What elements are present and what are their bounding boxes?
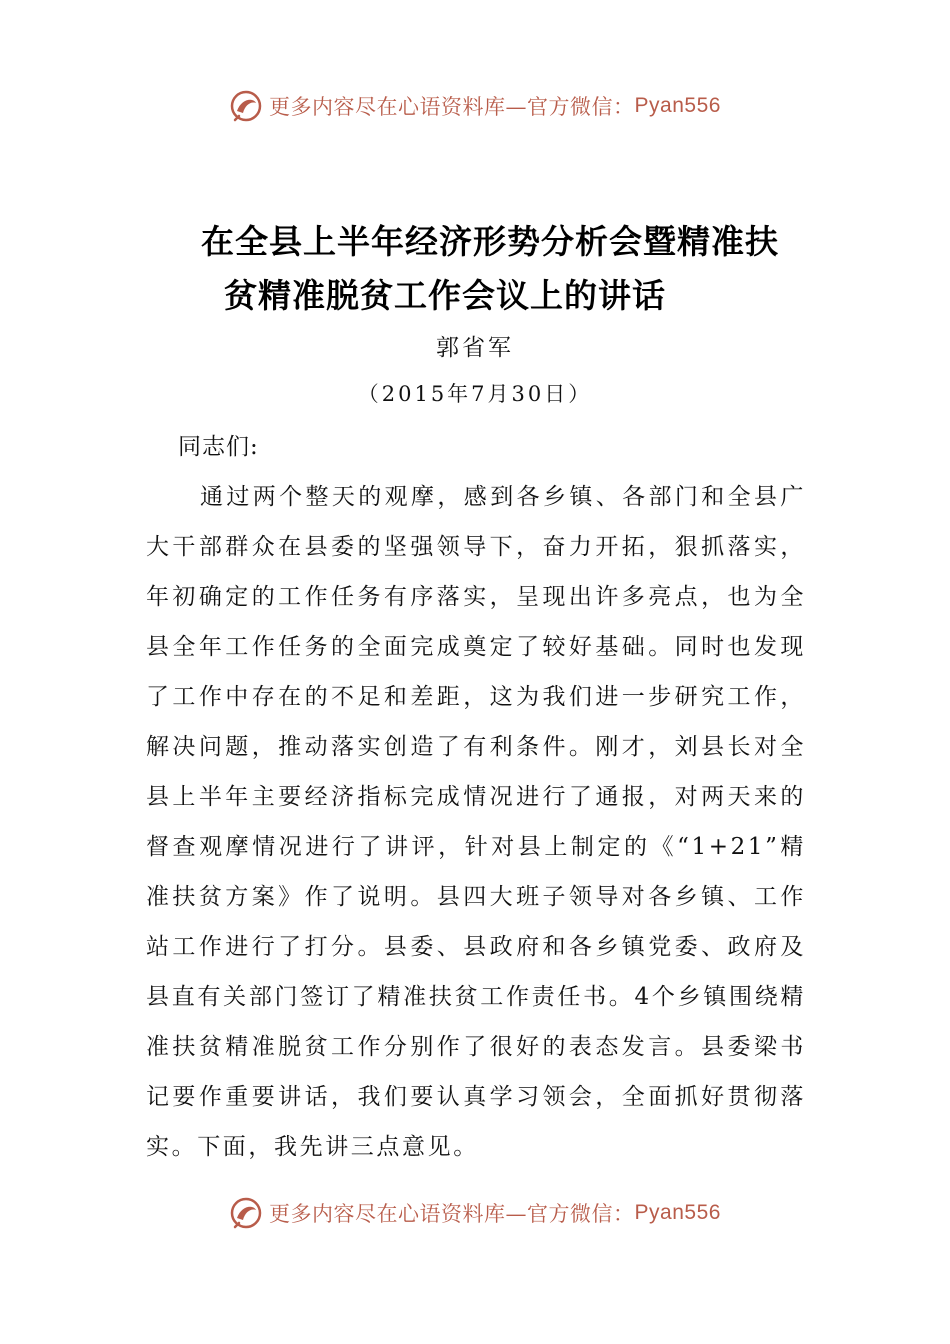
watermark-banner-top — [0, 86, 950, 126]
watermark-text: 更多内容尽在心语资料库—官方微信： — [269, 95, 635, 119]
paragraph-line: 督查观摩情况进行了讲评，针对县上制定的《“1+21”精 — [146, 834, 806, 860]
paragraph-line: 县直有关部门签订了精准扶贫工作责任书。4个乡镇围绕精 — [146, 984, 806, 1010]
watermark-wechat-id: Pyan556 — [634, 1201, 721, 1224]
speech-date: （2015年7月30日） — [357, 382, 593, 406]
paragraph-line: 站工作进行了打分。县委、县政府和各乡镇党委、政府及 — [146, 934, 806, 960]
paragraph-line: 记要作重要讲话，我们要认真学习领会，全面抓好贯彻落 — [146, 1084, 806, 1110]
paragraph-line: 了工作中存在的不足和差距，这为我们进一步研究工作， — [146, 684, 806, 710]
greeting: 同志们: — [178, 434, 259, 460]
swirl-logo-icon — [229, 1196, 263, 1230]
paragraph-line: 解决问题，推动落实创造了有利条件。刚才，刘县长对全 — [146, 734, 806, 760]
watermark-banner-bottom — [0, 1193, 950, 1233]
body-paragraph — [146, 472, 806, 1172]
paragraph-line: 县上半年主要经济指标完成情况进行了通报，对两天来的 — [146, 784, 806, 810]
author-name: 郭省军 — [436, 335, 514, 361]
watermark-wechat-id: Pyan556 — [634, 94, 721, 117]
paragraph-line: 年初确定的工作任务有序落实，呈现出许多亮点，也为全 — [146, 584, 806, 610]
document-title-line-1: 在全县上半年经济形势分析会暨精准扶 — [201, 222, 779, 261]
paragraph-line: 通过两个整天的观摩，感到各乡镇、各部门和全县广 — [200, 484, 806, 510]
swirl-logo-icon — [229, 89, 263, 123]
paragraph-line: 准扶贫精准脱贫工作分别作了很好的表态发言。县委梁书 — [146, 1034, 806, 1060]
paragraph-line: 县全年工作任务的全面完成奠定了较好基础。同时也发现 — [146, 634, 806, 660]
paragraph-line: 大干部群众在县委的坚强领导下，奋力开拓，狠抓落实， — [146, 534, 806, 560]
document-title-line-2: 贫精准脱贫工作会议上的讲话 — [224, 276, 666, 315]
paragraph-line: 实。下面，我先讲三点意见。 — [146, 1134, 479, 1160]
paragraph-line: 准扶贫方案》作了说明。县四大班子领导对各乡镇、工作 — [146, 884, 806, 910]
watermark-text: 更多内容尽在心语资料库—官方微信： — [269, 1202, 635, 1226]
